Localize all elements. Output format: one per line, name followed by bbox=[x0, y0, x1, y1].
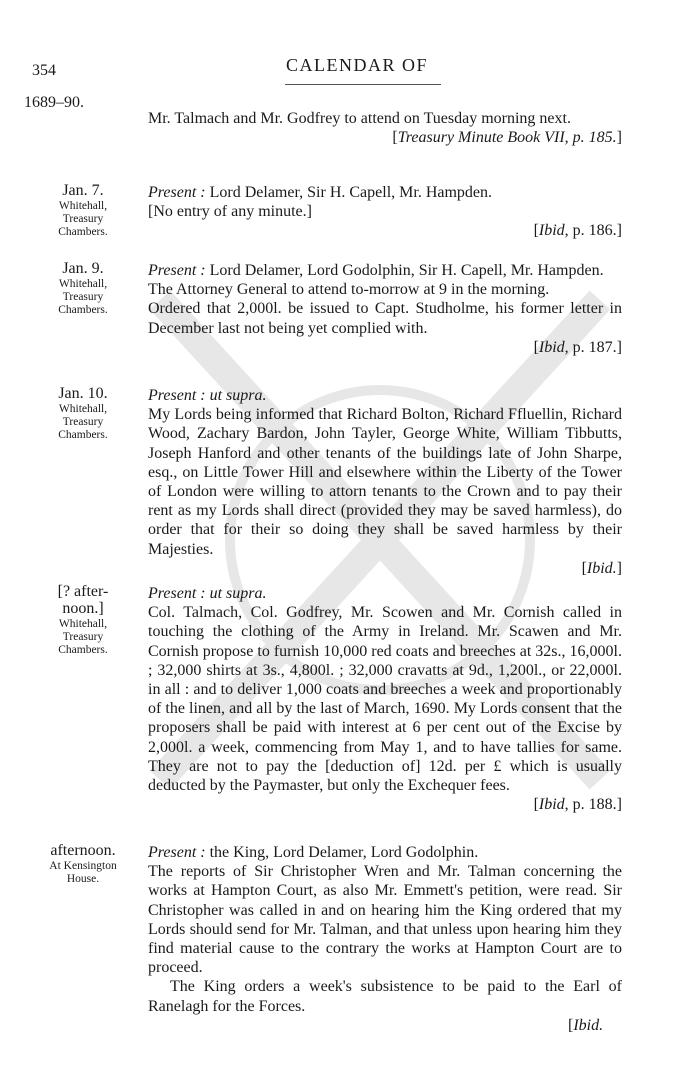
present-label: Present : bbox=[148, 585, 206, 602]
entry-place: Chambers. bbox=[58, 304, 108, 317]
entry-citation: [Ibid, p. 187.] bbox=[533, 338, 622, 356]
entry-place: Whitehall, bbox=[58, 199, 108, 212]
entry-place: Whitehall, bbox=[58, 617, 108, 630]
present-label: Present : bbox=[148, 184, 206, 201]
entry-date: Jan. 9. bbox=[62, 260, 104, 277]
entry-place: Whitehall, bbox=[58, 277, 108, 290]
entry-date-continued: noon.] bbox=[62, 599, 104, 617]
present-text: ut supra. bbox=[205, 387, 267, 404]
entry-date: [? after- bbox=[57, 583, 109, 600]
entry-citation: [Ibid. bbox=[568, 1016, 604, 1034]
entry-paragraph: The reports of Sir Christopher Wren and Mr. Talman concerning the works at Hampton Court, as also Mr. Emmett's petition, were read. Sir Christopher was called in and on hearing him the King ordered that my Lords should send for Mr. Talman, and that unless upon hearing him they find material cause to the contrary the works at Hampton Court are to proceed. bbox=[148, 863, 622, 977]
entry-paragraph: The Attorney General to attend to-morrow at 9 in the morning. bbox=[148, 281, 550, 299]
present-text: Lord Delamer, Sir H. Capell, Mr. Hampden. bbox=[205, 184, 493, 201]
entry-place: Chambers. bbox=[58, 226, 108, 239]
entry-citation: [Ibid, p. 186.] bbox=[533, 222, 622, 240]
entry-place: Treasury bbox=[62, 291, 104, 304]
entry-place: House. bbox=[66, 873, 100, 886]
entry-date: 1689–90. bbox=[24, 94, 84, 111]
entry-place: Treasury bbox=[62, 213, 104, 226]
entry-citation: [Ibid, p. 188.] bbox=[533, 796, 622, 814]
present-label: Present : bbox=[148, 262, 206, 279]
entry-paragraph: Mr. Talmach and Mr. Godfrey to attend on Tuesday morning next. bbox=[148, 110, 571, 127]
entry-date: Jan. 7. bbox=[62, 182, 104, 199]
entry-paragraph: Ordered that 2,000l. be issued to Capt. Studholme, his former letter in December last not being yet complied with. bbox=[148, 300, 622, 337]
entry-citation: [Ibid.] bbox=[581, 559, 622, 577]
entry-paragraph: Col. Talmach, Col. Godfrey, Mr. Scowen and Mr. Cornish called in touching the clothing of the Army in Ireland. Mr. Scawen and Mr. Cornish propose to furnish 10,000 red coats and breeches at 32s., 16,000l. ; 32,000 shirts at 3s., 4,800l. ; 32,000 cravatts at 9d., 1,200l., or 22,000l. in all : and to deliver 1,000 coats and breeches a week and proportionably of the linen, and all by the last of March, 1690. My Lords consent that the proposers shall be paid with interest at 6 per cent out of the Excise by 2,000l. a week, commencing from May 1, and to have tallies for same. They are not to pay the [deduction of] 12d. per £ which is usually deducted by the Paymaster, but only the Exchequer fees. bbox=[148, 604, 622, 795]
entry-place: Treasury bbox=[62, 630, 104, 643]
entry-paragraph: My Lords being informed that Richard Bolton, Richard Ffluellin, Richard Wood, Zachary Bardon, John Tayler, George White, William Tibbutts, Joseph Hanford and other tenants of the buildings late of John Sharpe, esq., on Little Tower Hill and elsewhere within the Liberty of the Tower of London were willing to attorn tenants to the Crown and to pay their rent as my Lords shall direct (provided they may be saved harmless), do order that for their so doing they shall be saved harmless by their Majesties. bbox=[148, 406, 622, 558]
entry-paragraph: [No entry of any minute.] bbox=[148, 203, 312, 221]
page-number: 354 bbox=[32, 62, 56, 79]
entry-paragraph: The King orders a week's subsistence to be paid to the Earl of Ranelagh for the Forces. bbox=[148, 978, 622, 1015]
entry-place: At Kensington bbox=[49, 859, 117, 872]
entry-date: afternoon. bbox=[50, 842, 116, 859]
present-text: the King, Lord Delamer, Lord Godolphin. bbox=[205, 844, 479, 861]
entry-place: Whitehall, bbox=[58, 402, 108, 415]
header-rule bbox=[285, 84, 441, 85]
entry-date: Jan. 10. bbox=[58, 385, 108, 402]
present-text: ut supra. bbox=[205, 585, 267, 602]
entry-place: Chambers. bbox=[58, 644, 108, 657]
running-title: CALENDAR OF bbox=[285, 55, 428, 75]
entry-place: Treasury bbox=[62, 416, 104, 429]
entry-place: Chambers. bbox=[58, 429, 108, 442]
entry-citation: [Treasury Minute Book VII, p. 185.] bbox=[392, 129, 622, 147]
present-label: Present : bbox=[148, 387, 206, 404]
present-label: Present : bbox=[148, 844, 206, 861]
present-text: Lord Delamer, Lord Godolphin, Sir H. Capell, Mr. Hampden. bbox=[205, 262, 604, 279]
